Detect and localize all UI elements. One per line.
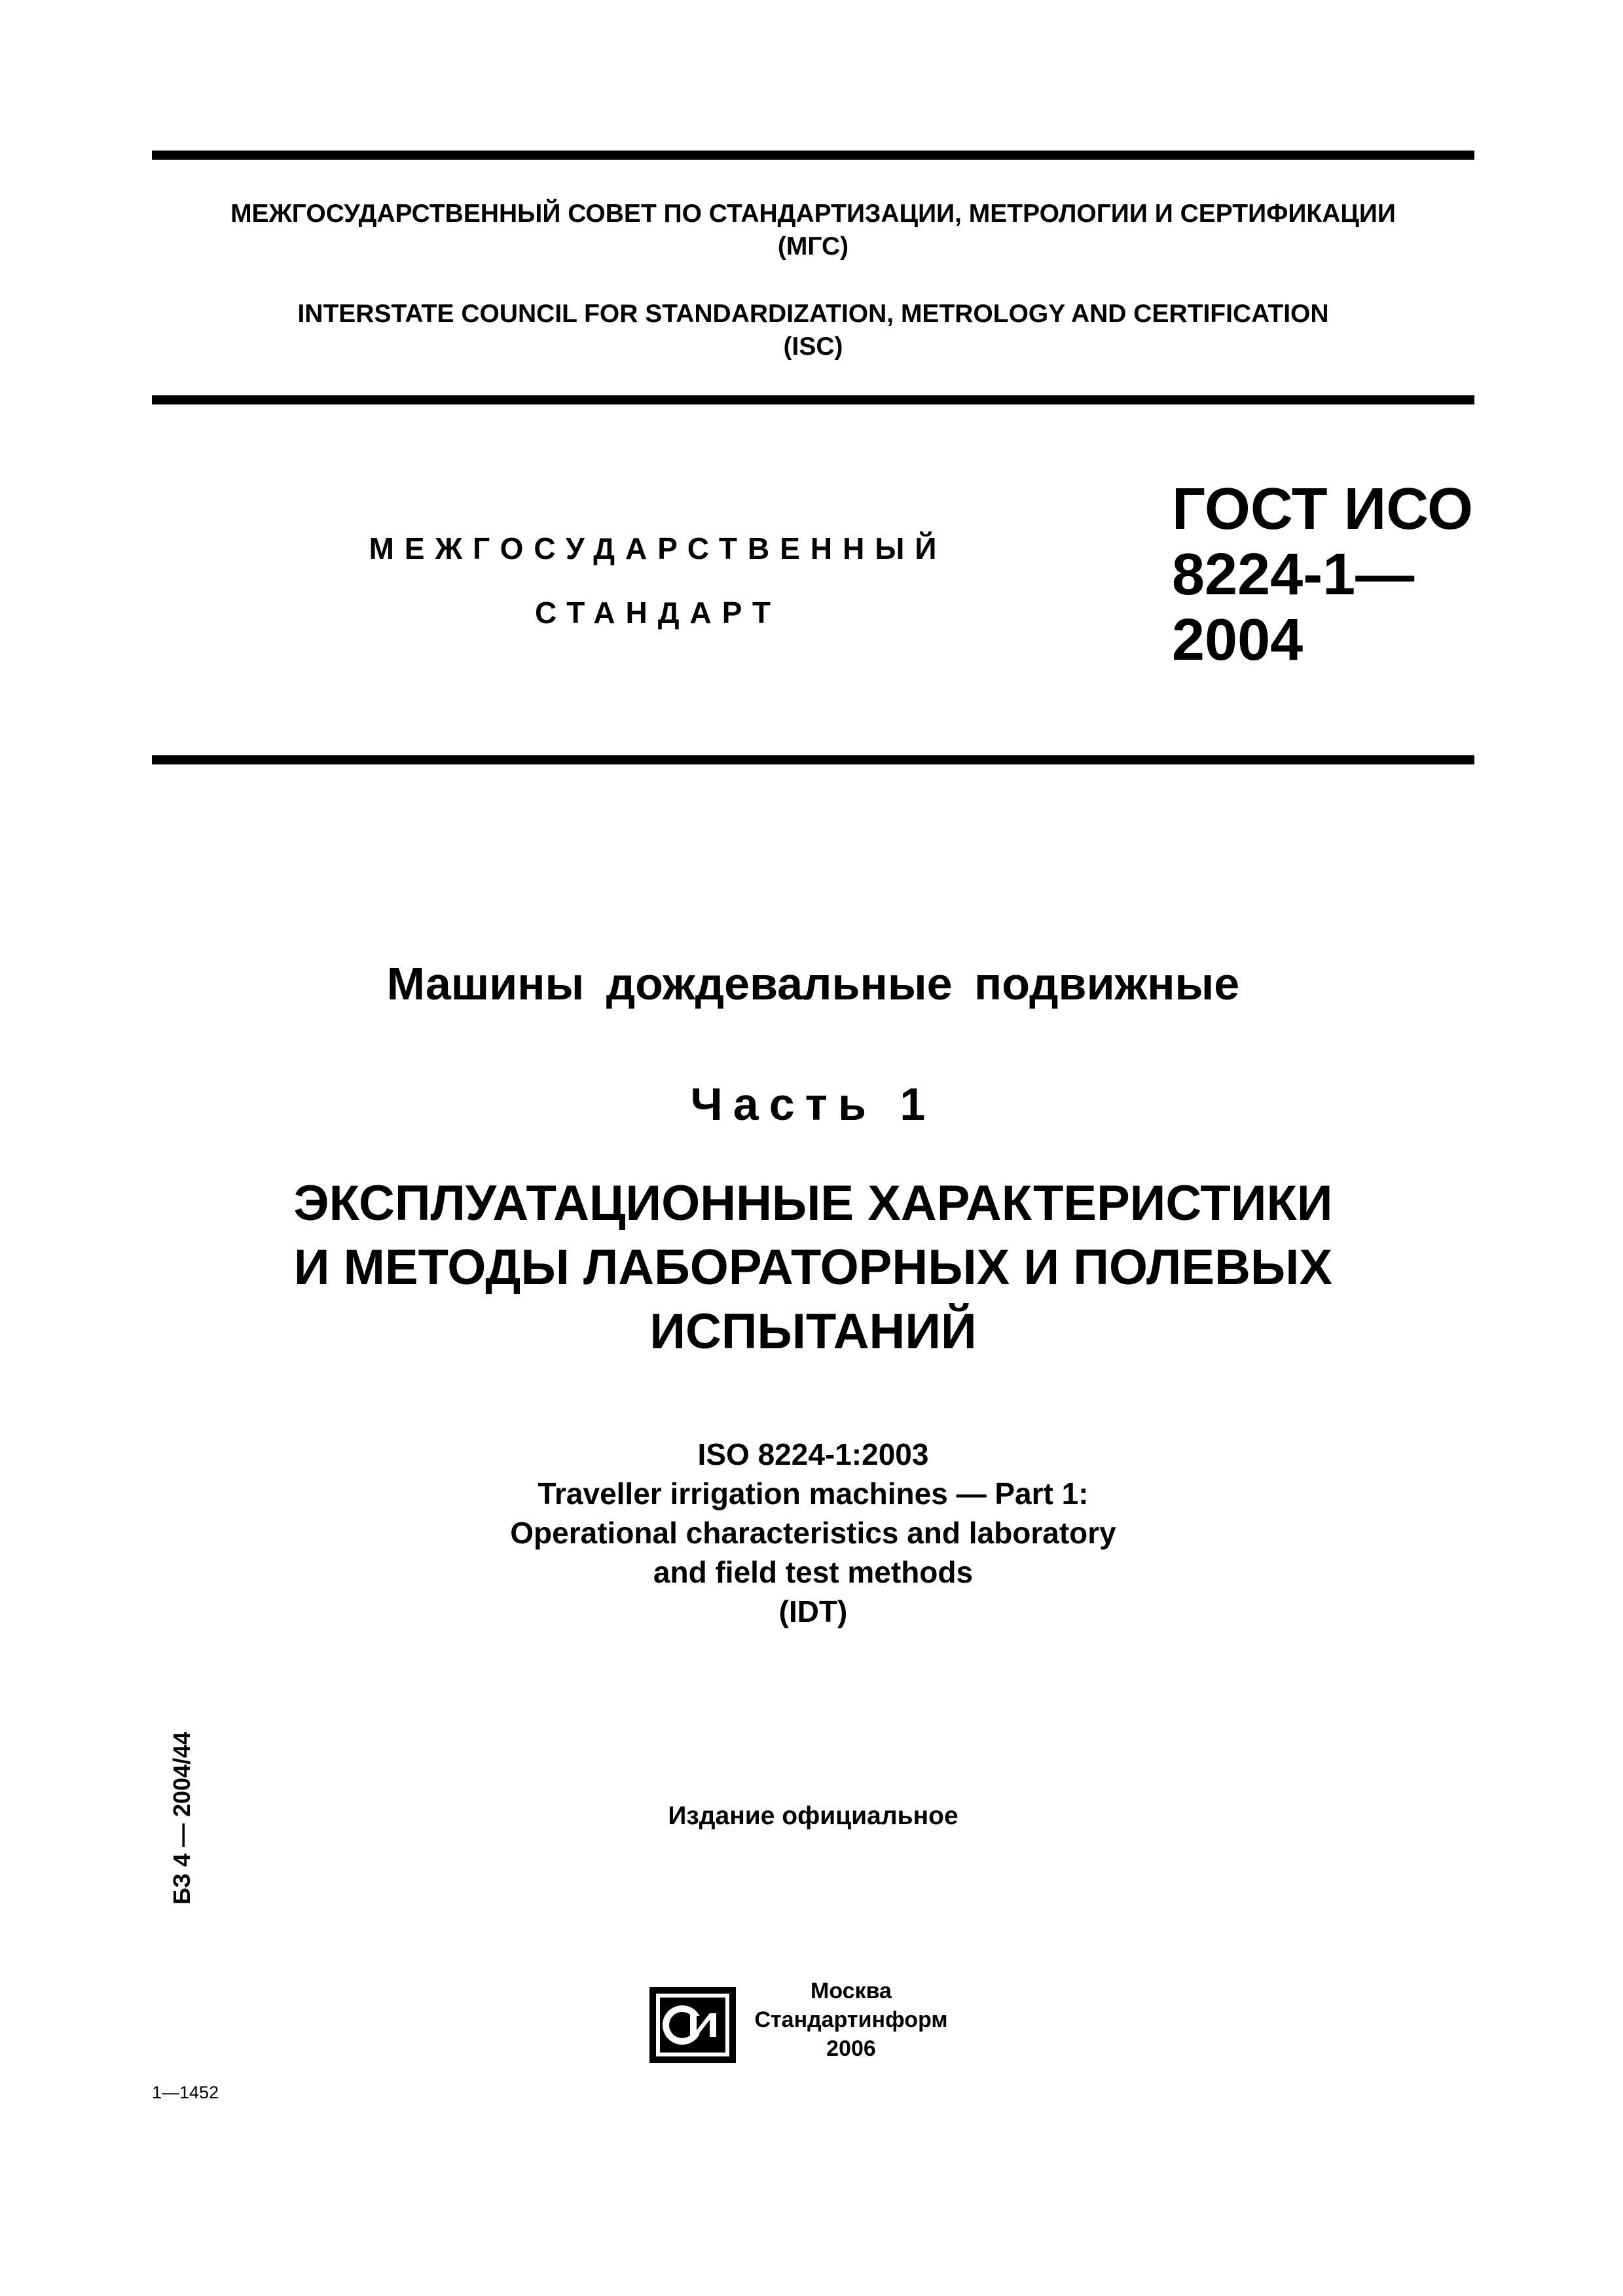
council-en bbox=[152, 298, 1474, 363]
document-subtitle bbox=[152, 1172, 1474, 1364]
order-number: 1—1452 bbox=[152, 2083, 219, 2102]
standard-kind-line2: СТАНДАРТ bbox=[535, 596, 781, 630]
standard-number-line3: 2004 bbox=[1172, 607, 1304, 673]
header-bottom-rule bbox=[152, 755, 1474, 764]
edition-label: Издание официальное bbox=[668, 1802, 958, 1830]
council-ru-line: МЕЖГОСУДАРСТВЕННЫЙ СОВЕТ ПО СТАНДАРТИЗАЦИИ, МЕТРОЛОГИИ И СЕРТИФИКАЦИИ bbox=[230, 200, 1396, 228]
subtitle-line2: И МЕТОДЫ ЛАБОРАТОРНЫХ И ПОЛЕВЫХ bbox=[293, 1240, 1333, 1295]
standard-number bbox=[1172, 476, 1499, 673]
subtitle-line3: ИСПЫТАНИЙ bbox=[649, 1304, 977, 1359]
document-title: Машины дождевальные подвижные bbox=[386, 958, 1240, 1009]
standartinform-logo-icon bbox=[649, 1987, 736, 2063]
iso-title-line1: Traveller irrigation machines — Part 1: bbox=[538, 1477, 1089, 1511]
side-code: БЗ 4 — 2004/44 bbox=[168, 1731, 195, 1905]
standard-number-line2: 8224-1— bbox=[1172, 542, 1415, 607]
iso-reference bbox=[152, 1435, 1474, 1631]
council-en-line: INTERSTATE COUNCIL FOR STANDARDIZATION, METROLOGY AND CERTIFICATION bbox=[297, 300, 1329, 328]
council-ru bbox=[152, 198, 1474, 263]
publisher-year: 2006 bbox=[826, 2036, 876, 2061]
standard-kind bbox=[314, 529, 1002, 632]
iso-degree: (IDT) bbox=[778, 1594, 848, 1628]
subtitle-line1: ЭКСПЛУАТАЦИОННЫЕ ХАРАКТЕРИСТИКИ bbox=[293, 1175, 1333, 1231]
publisher-city: Москва bbox=[811, 1979, 892, 2003]
council-bottom-rule bbox=[152, 395, 1474, 404]
standard-kind-line1: МЕЖГОСУДАРСТВЕННЫЙ bbox=[369, 531, 947, 565]
council-en-abbr: (ISC) bbox=[783, 332, 843, 361]
standard-number-line1: ГОСТ ИСО bbox=[1172, 476, 1474, 542]
publisher-block bbox=[746, 1977, 956, 2063]
iso-number: ISO 8224-1:2003 bbox=[697, 1437, 929, 1471]
top-rule bbox=[152, 151, 1474, 160]
iso-title-line2: Operational characteristics and laboratory bbox=[510, 1516, 1116, 1550]
iso-title-line3: and field test methods bbox=[653, 1555, 974, 1589]
part-label: Часть 1 bbox=[690, 1079, 936, 1130]
council-ru-abbr: (МГС) bbox=[777, 232, 849, 260]
publisher-name: Стандартинформ bbox=[754, 2007, 948, 2032]
